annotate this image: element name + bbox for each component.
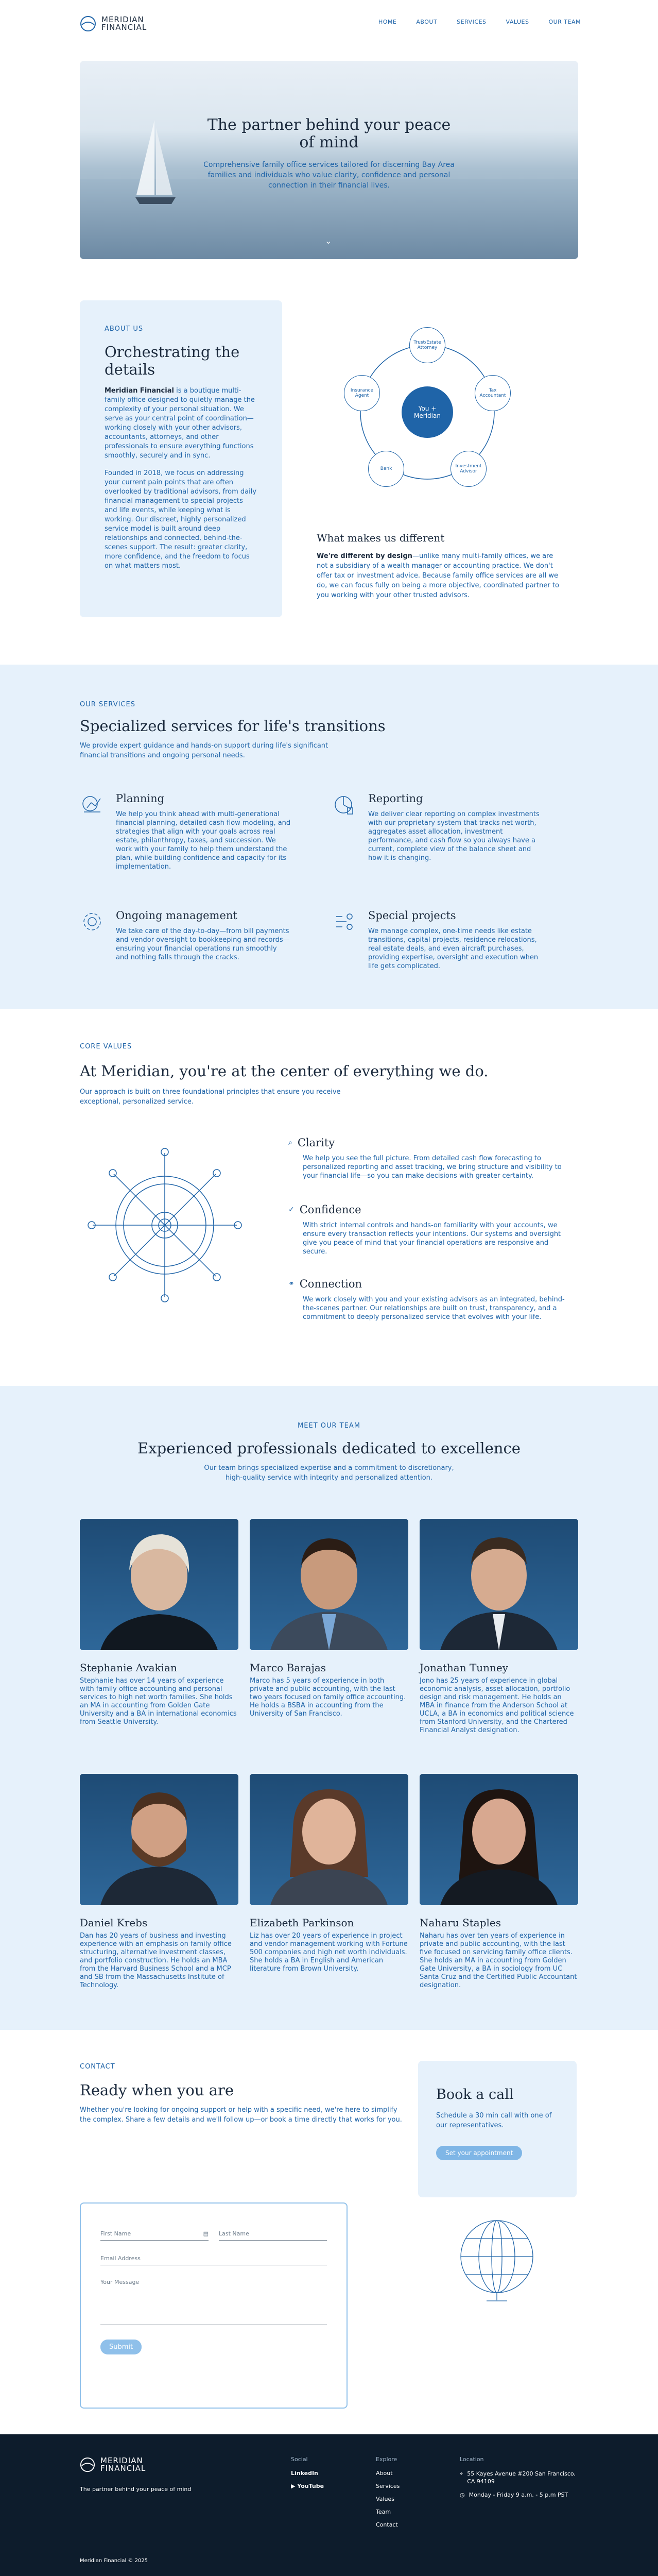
contact-section [0,2030,658,2434]
logo[interactable] [80,15,147,32]
about-paragraph-2: Founded in 2018, we focus on addressing your current pain points that are often overlooked by traditional advisors, from daily financial management to special projects and life events, while keeping what is working. Our discreet, highly personalized service model is built around deep relationships and connected, behind-the-scenes support. The result: greater clarity, more confidence, and the freedom to focus on what matters most. [105,469,257,570]
value-text: We help you see the full picture. From detailed cash flow forecasting to personalized reporting and asset tracking, we bring structure and visibility to your financial life—so you can make decisions with greater certainty. [303,1155,562,1180]
nav-home[interactable]: HOME [378,19,397,25]
explore-heading: Explore [376,2456,397,2463]
about-paragraph-1 [105,386,257,461]
planning-icon [80,792,105,817]
footer-link-services[interactable]: Services [376,2483,400,2489]
nav-about[interactable]: ABOUT [416,19,438,25]
set-appointment-button[interactable]: Set your appointment [436,2146,522,2160]
what-body: —unlike many multi-family offices, we are not a subsidiary of a wealth manager or accounting practice. We don't offer tax or investment advice. Because family office services are all we do, we can focus fully on being a more objective, coordinated partner to you working with your other trusted advisors. [317,552,559,599]
member-photo [80,1519,238,1650]
first-name-field[interactable] [100,2230,209,2241]
link-icon: ⚭ [288,1280,295,1288]
team-member [250,1519,408,1718]
member-bio: Liz has over 20 years of experience in project and vendor management working with Fortune 500 companies and high net worth individuals. She holds a BA in English and American literature from Brown University. [250,1932,408,1973]
value-connection [288,1278,566,1321]
member-name: Elizabeth Parkinson [250,1917,354,1929]
book-call-card [418,2061,577,2197]
diagram-node-attorney [409,327,445,363]
footer-address [460,2470,578,2485]
team-title: Experienced professionals dedicated to excellence [137,1439,521,1457]
site-header [0,0,658,49]
hero-subtitle: Comprehensive family office services tailored for discerning Bay Area families and individuals who value clarity, confidence and personal connection in their financial lives. [203,161,455,190]
team-subtitle: Our team brings specialized expertise and a commitment to discretionary, high-quality service with integrity and personalized attention. [204,1464,454,1482]
what-bold: We're different by design [317,552,412,560]
diagram-center-label: You + Meridian [414,405,441,419]
member-bio: Dan has 20 years of business and investing experience with an emphasis on family office structuring, alternative investment classes, and portfolio construction. He holds an MBA from the Harvard Business School and a MCP and SB from the Massachusetts Institute of Technology. [80,1932,232,1989]
values-subtitle: Our approach is built on three foundational principles that ensure you receive exceptional, personalized service. [80,1088,341,1106]
member-name: Daniel Krebs [80,1917,148,1929]
hero [80,61,578,259]
address-text: 55 Kayes Avenue #200 San Francisco, CA 94109 [467,2470,576,2485]
member-name: Marco Barajas [250,1662,326,1674]
footer-link-about[interactable]: About [376,2470,393,2477]
check-icon: ✓ [288,1206,295,1214]
footer-link-values[interactable]: Values [376,2496,394,2502]
logo-mark-icon [80,2457,95,2472]
member-bio: Jono has 25 years of experience in global economic analysis, asset allocation, portfolio design and risk management. He holds an MBA in finance from the Anderson School at UCLA, a BA in economics and political science from Stanford University, and the Chartered Financial Analyst designation. [420,1677,574,1734]
last-name-field[interactable] [219,2230,327,2241]
node-label: Bank [380,466,392,471]
reporting-icon [332,792,357,817]
values-section [0,1009,658,1386]
contact-title: Ready when you are [80,2081,234,2099]
portrait-image [420,1519,578,1650]
youtube-icon: ▶ [291,2483,298,2489]
member-name: Jonathan Tunney [420,1662,509,1674]
contact-card-icon: ▤ [203,2230,209,2237]
main-nav [378,19,581,25]
what-text [317,551,561,600]
hours-text: Monday - Friday 9 a.m. - 5 p.m PST [469,2492,568,2498]
value-text: We work closely with you and your existing advisors as an integrated, behind-the-scenes partner. Our relationships are built on trust, transparency, and a commitment to deeply personalized service that evolves with your life. [303,1296,565,1321]
logo-mark-icon [80,15,96,32]
service-text: We deliver clear reporting on complex investments with our proprietary system that tracks net worth, aggregates asset allocation, investment performance, and cash flow so you always have a current, complete view of the balance sheet and how it is changing. [368,810,540,862]
nav-services[interactable]: SERVICES [457,19,487,25]
advisor-diagram [340,325,515,500]
last-name-placeholder: Last Name [219,2230,249,2237]
team-member [80,1519,238,1726]
footer-link-contact[interactable]: Contact [376,2521,398,2528]
diagram-center [402,386,453,438]
member-bio: Stephanie has over 14 years of experience with family office accounting and personal services to high net worth families. She holds an MA in accounting from Golden Gate University and a BA in international economics from Seattle University. [80,1677,237,1726]
services-eyebrow: OUR SERVICES [80,701,135,708]
service-text: We help you think ahead with multi-generational financial planning, detailed cash flow modeling, and strategies that align with your goals across real estate, philanthropy, taxes, and succession. We work with your family to help them understand the plan, while building confidence and capacity for its implementation. [116,810,291,871]
team-member [80,1774,238,1990]
social-heading: Social [291,2456,308,2463]
sailboat-image [131,117,178,215]
hero-title: The partner behind your peace of mind [207,116,451,151]
node-label: Tax Accountant [479,388,506,398]
portrait-image [420,1774,578,1905]
youtube-label: YouTube [297,2483,324,2489]
portrait-image [80,1519,238,1650]
site-footer [0,2434,658,2576]
gear-icon [80,909,105,934]
member-bio: Naharu has over ten years of experience in private and public accounting, with the last five focused on servicing family office clients. She holds an MA in accounting from Golden Gate University, a BA in sociology from UC Santa Cruz and the Certified Public Accountant designation. [420,1932,577,1989]
footer-logo-line1: MERIDIAN [100,2456,143,2465]
member-photo [250,1774,408,1905]
chevron-down-icon[interactable]: ⌄ [325,236,332,246]
footer-logo[interactable] [80,2457,146,2472]
footer-explore [376,2456,400,2534]
email-field[interactable] [100,2255,327,2265]
about-p1-text: is a boutique multi-family office designed to quietly manage the complexity of your personal situation. We serve as your central point of coordination—working closely with your other advisors, accountants, attorneys, and other professionals to ensure everything functions smoothly, securely and in sync. [105,387,255,460]
values-title: At Meridian, you're at the center of everything we do. [80,1062,489,1080]
nav-values[interactable]: VALUES [506,19,529,25]
logo-line2: FINANCIAL [101,23,147,32]
what-makes-us-different [317,532,561,600]
services-section [0,665,658,1009]
contact-subtitle: Whether you're looking for ongoing support or help with a specific need, we're here to simplify the complex. Share a few details and we'll follow up—or book a time directly that works for you. [80,2106,402,2124]
first-name-placeholder: First Name [100,2230,131,2237]
what-title: What makes us different [317,532,445,544]
service-title: Ongoing management [116,909,237,922]
youtube-link[interactable] [291,2483,324,2489]
book-text: Schedule a 30 min call with one of our representatives. [436,2112,552,2129]
services-subtitle: We provide expert guidance and hands-on support during life's significant financial transitions and ongoing personal needs. [80,742,328,759]
portrait-image [250,1774,408,1905]
nav-team[interactable]: OUR TEAM [548,19,581,25]
value-text: With strict internal controls and hands-on familiarity with your accounts, we ensure every transaction reflects your intentions. Our systems and oversight give you peace of mind that your financial operations are responsive and secure. [303,1222,561,1256]
portrait-image [250,1519,408,1650]
submit-button[interactable]: Submit [100,2340,142,2354]
member-photo [420,1774,578,1905]
book-title: Book a call [436,2087,514,2103]
globe-icon [456,2215,538,2303]
service-title: Planning [116,792,165,805]
service-title: Special projects [368,909,456,922]
footer-social [291,2456,324,2496]
message-field[interactable] [100,2279,327,2325]
member-photo [250,1519,408,1650]
footer-hours [460,2492,578,2498]
values-eyebrow: CORE VALUES [80,1043,132,1050]
footer-link-team[interactable]: Team [376,2509,391,2515]
service-text: We manage complex, one-time needs like estate transitions, capital projects, residence relocations, real estate deals, and even aircraft purchases, providing expertise, oversight and execution when life gets complicated. [368,927,539,970]
about-eyebrow: ABOUT US [105,325,144,333]
service-text: We take care of the day-to-day—from bill payments and vendor oversight to bookkeeping and records—ensuring your financial operations run smoothly and nothing falls through the cracks. [116,927,290,961]
portrait-image [80,1774,238,1905]
search-icon: ⌕ [288,1139,292,1147]
about-card [80,300,282,617]
copyright: Meridian Financial © 2025 [80,2558,148,2564]
member-name: Stephanie Avakian [80,1662,177,1674]
value-title: Connection [299,1278,362,1290]
contact-eyebrow: CONTACT [80,2063,115,2071]
value-confidence [288,1204,566,1256]
diagram-node-investment [451,451,487,487]
diagram-node-bank [368,451,404,487]
value-title: Confidence [299,1204,361,1216]
member-photo [80,1774,238,1905]
team-member [250,1774,408,1973]
message-placeholder: Your Message [100,2279,140,2285]
logo-line1: MERIDIAN [101,15,144,24]
node-label: Insurance Agent [350,388,374,398]
service-title: Reporting [368,792,423,805]
team-eyebrow: MEET OUR TEAM [298,1422,360,1430]
services-title: Specialized services for life's transitions [80,717,386,735]
location-heading: Location [460,2456,484,2463]
linkedin-link[interactable]: LinkedIn [291,2470,318,2477]
diagram-node-tax [475,375,511,411]
team-member [420,1774,578,1990]
footer-logo-line2: FINANCIAL [100,2464,146,2473]
team-member [420,1519,578,1735]
email-placeholder: Email Address [100,2255,141,2262]
about-title: Orchestrating the details [105,343,240,378]
value-clarity [288,1137,566,1180]
team-section [0,1386,658,2030]
node-label: Trust/Estate Attorney [413,340,441,350]
clock-icon: ◷ [460,2492,465,2498]
about-brand: Meridian Financial [105,387,174,395]
member-photo [420,1519,578,1650]
projects-icon [332,909,357,934]
contact-form [80,2202,348,2409]
member-name: Naharu Staples [420,1917,501,1929]
ship-wheel-image [80,1132,250,1318]
value-title: Clarity [297,1137,335,1149]
footer-tagline: The partner behind your peace of mind [80,2486,192,2493]
pin-icon: ⌖ [460,2470,463,2477]
footer-location [460,2456,578,2504]
member-bio: Marco has 5 years of experience in both private and public accounting, with the last two years focused on family office accounting. He holds a BSBA in accounting from the University of San Francisco. [250,1677,406,1718]
diagram-node-insurance [344,375,380,411]
node-label: Investment Advisor [455,464,482,474]
